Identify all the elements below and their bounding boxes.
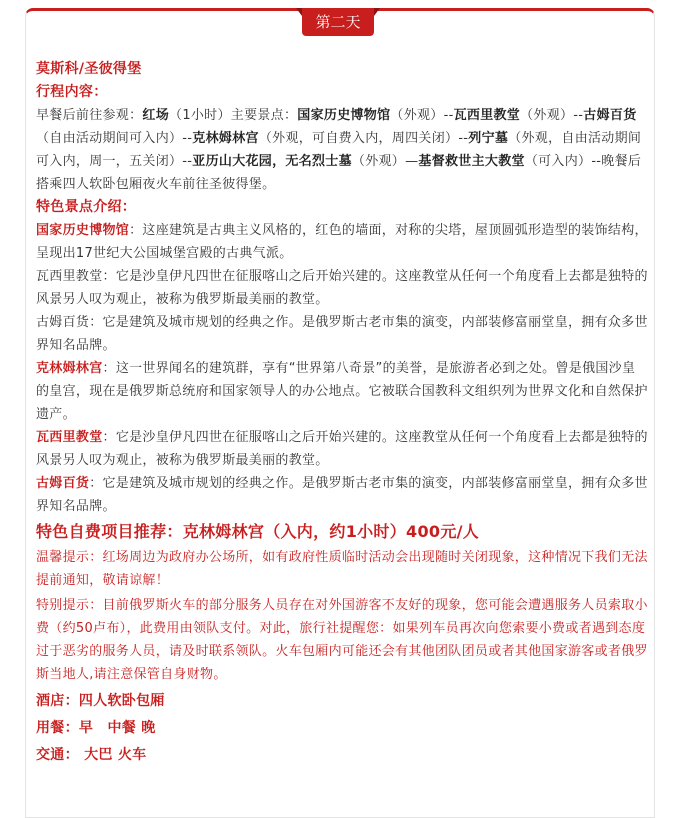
itinerary-part: （外观，自由活动期间可入内，周一，五关闭）-- (36, 131, 642, 169)
attraction-alexander-garden: 亚历山大花园，无名烈士墓 (192, 154, 352, 169)
feature-item (36, 426, 648, 472)
feature-text: ：它是沙皇伊凡四世在征服喀山之后开始兴建的。这座教堂从任何一个角度看上去都是独特的风景另人叹为观止，被称为俄罗斯最美丽的教堂。 (36, 269, 648, 307)
itinerary-part: （自由活动期间可入内）-- (36, 131, 193, 146)
itinerary-part: （外观）-- (390, 108, 454, 123)
attraction-basil-cathedral: 瓦西里教堂 (453, 108, 521, 123)
warm-notice: 温馨提示：红场周边为政府办公场所，如有政府性质临时活动会出现随时关闭现象，这种情况下我们无法提前通知，敬请谅解！ (36, 550, 648, 588)
itinerary-part: （外观）— (351, 154, 419, 169)
itinerary-part: （1小时）主要景点： (169, 108, 298, 123)
feature-text: ：它是沙皇伊凡四世在征服喀山之后开始兴建的。这座教堂从任何一个角度看上去都是独特的风景另人叹为观止，被称为俄罗斯最美丽的教堂。 (36, 430, 648, 468)
attraction-red-square: 红场 (142, 108, 170, 123)
feature-name: 瓦西里教堂 (36, 430, 103, 445)
transport-info: 交通： 大巴 火车 (36, 747, 147, 763)
itinerary-part: （外观，可自费入内，周四关闭）-- (258, 131, 469, 146)
attraction-gum: 古姆百货 (583, 108, 637, 123)
special-notice: 特别提示：目前俄罗斯火车的部分服务人员存在对外国游客不友好的现象，您可能会遭遇服务人员索取小费（约50卢布），此费用由领队支付。对此，旅行社提醒您：如果列车员再次向您索要小费或者遇到态度过于恶劣的服务人员，请及时联系领队。火车包厢内可能还会有其他团队团员或者其他国家游客或者俄罗斯当地人,请注意保管自身财物。 (36, 598, 648, 682)
attraction-lenin-mausoleum: 列宁墓 (468, 131, 509, 146)
feature-name: 瓦西里教堂 (36, 269, 103, 284)
feature-item (36, 311, 648, 357)
attraction-history-museum: 国家历史博物馆 (297, 108, 391, 123)
feature-text: ：这座建筑是古典主义风格的，红色的墙面，对称的尖塔，屋顶圆弧形造型的装饰结构，呈现出17世纪大公国城堡宫殿的古典气派。 (36, 223, 648, 261)
features-heading: 特色景点介绍： (36, 199, 137, 215)
feature-name: 古姆百货 (36, 315, 90, 330)
day-content (36, 58, 648, 767)
route-title: 莫斯科/圣彼得堡 (36, 61, 142, 77)
itinerary-text (36, 104, 648, 196)
feature-text: ：它是建筑及城市规划的经典之作。是俄罗斯古老市集的演变，内部装修富丽堂皇，拥有众多世界知名品牌。 (36, 476, 648, 514)
attraction-kremlin: 克林姆林宫 (192, 131, 259, 146)
feature-name: 克林姆林宫 (36, 361, 103, 376)
feature-item (36, 472, 648, 518)
feature-name: 古姆百货 (36, 476, 90, 491)
feature-item (36, 357, 648, 426)
feature-item (36, 265, 648, 311)
feature-text: ：它是建筑及城市规划的经典之作。是俄罗斯古老市集的演变，内部装修富丽堂皇，拥有众多世界知名品牌。 (36, 315, 648, 353)
hotel-info: 酒店：四人软卧包厢 (36, 693, 165, 709)
feature-text: ：这一世界闻名的建筑群，享有“世界第八奇景”的美誉，是旅游者必到之处。曾是俄国沙皇的皇宫，现在是俄罗斯总统府和国家领导人的办公地点。它被联合国教科文组织列为世界文化和自然保护遗产。 (36, 361, 648, 422)
optional-recommendation: 特色自费项目推荐：克林姆林宫（入内，约1小时）400元/人 (36, 522, 480, 541)
itinerary-part: （可入内）--晚餐后搭乘四人软卧包厢夜火车前往圣彼得堡。 (36, 154, 642, 192)
itinerary-part: （外观）-- (520, 108, 584, 123)
day-tab: 第二天 (302, 8, 374, 36)
feature-name: 国家历史博物馆 (36, 223, 130, 238)
attraction-christ-saviour: 基督救世主大教堂 (418, 154, 525, 169)
feature-item (36, 219, 648, 265)
itinerary-heading: 行程内容： (36, 84, 108, 100)
meals-info: 用餐：早 中餐 晚 (36, 720, 156, 736)
itinerary-part: 早餐后前往参观： (36, 108, 143, 123)
